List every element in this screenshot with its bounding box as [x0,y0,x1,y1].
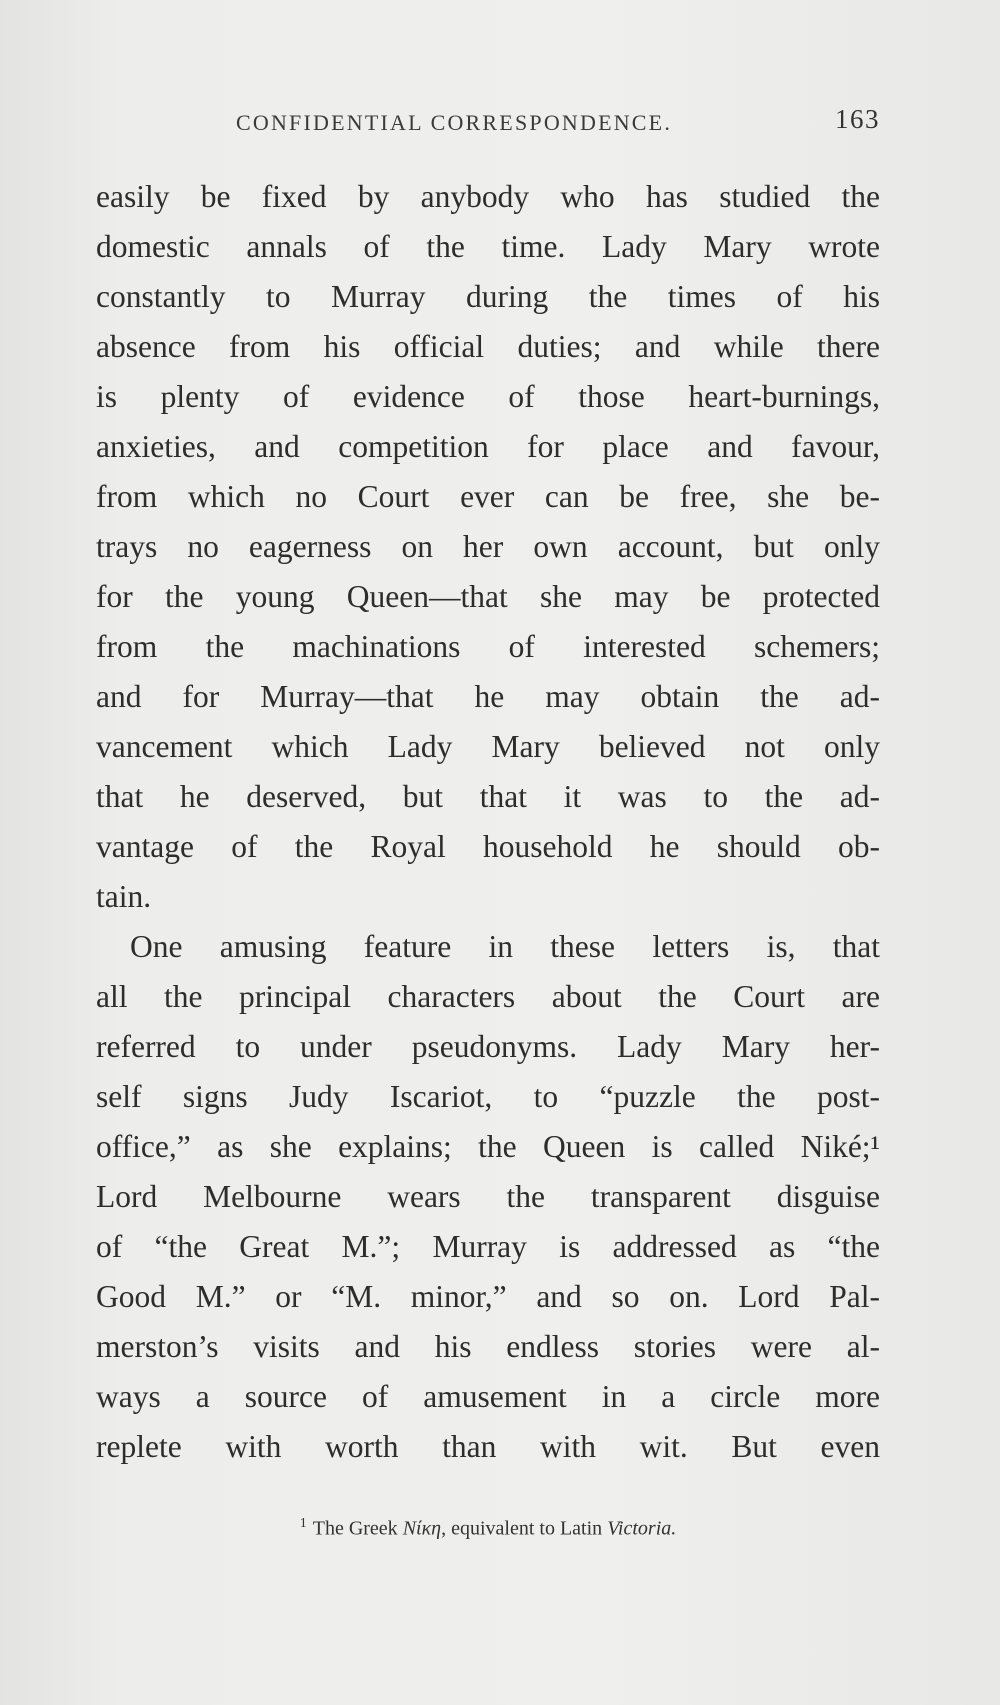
footnote-greek-word: Νίκη [402,1517,442,1540]
footnote-mark: 1 [299,1516,307,1531]
text-line: self signs Judy Iscariot, to “puzzle the post- [96,1079,880,1114]
text-line: replete with worth than with wit. But even [96,1429,880,1464]
footnote [96,1516,880,1541]
text-line: all the principal characters about the Court are [96,979,880,1014]
text-line: vancement which Lady Mary believed not only [96,729,880,764]
text-line: anxieties, and competition for place and favour, [96,429,880,464]
text-line: domestic annals of the time. Lady Mary wrote [96,229,880,264]
text-line: and for Murray—that he may obtain the ad- [96,679,880,714]
text-line: Good M.” or “M. minor,” and so on. Lord Pal- [96,1279,880,1314]
text-line: constantly to Murray during the times of his [96,279,880,314]
text-line: ways a source of amusement in a circle more [96,1379,880,1414]
text-line: referred to under pseudonyms. Lady Mary her- [96,1029,880,1064]
running-head [96,104,880,144]
footnote-italic-word: Victoria. [607,1517,677,1540]
text-line: vantage of the Royal household he should ob- [96,829,880,864]
text-line: trays no eagerness on her own account, but only [96,529,880,564]
text-line: office,” as she explains; the Queen is called Niké;¹ [96,1129,880,1164]
footnote-text-middle: , equivalent to Latin [441,1517,608,1540]
text-line: from which no Court ever can be free, she be- [96,479,880,514]
text-line: from the machinations of interested schemers; [96,629,880,664]
text-line: of “the Great M.”; Murray is addressed as “the [96,1229,880,1264]
running-head-title: CONFIDENTIAL CORRESPONDENCE. [236,110,673,135]
body-text [96,172,880,1472]
text-line: that he deserved, but that it was to the ad- [96,779,880,814]
page-number: 163 [835,104,880,134]
text-line: easily be fixed by anybody who has studied the [96,179,880,214]
text-line: tain. [96,879,152,914]
paragraph-first-line: One amusing feature in these letters is, that [130,929,880,964]
footnote-text-before: The Greek [312,1517,403,1540]
text-line: is plenty of evidence of those heart-burnings, [96,379,880,414]
text-line: absence from his official duties; and while there [96,329,880,364]
text-line: merston’s visits and his endless stories were al- [96,1329,880,1364]
text-line: for the young Queen—that she may be protected [96,579,880,614]
text-line: Lord Melbourne wears the transparent disguise [96,1179,880,1214]
